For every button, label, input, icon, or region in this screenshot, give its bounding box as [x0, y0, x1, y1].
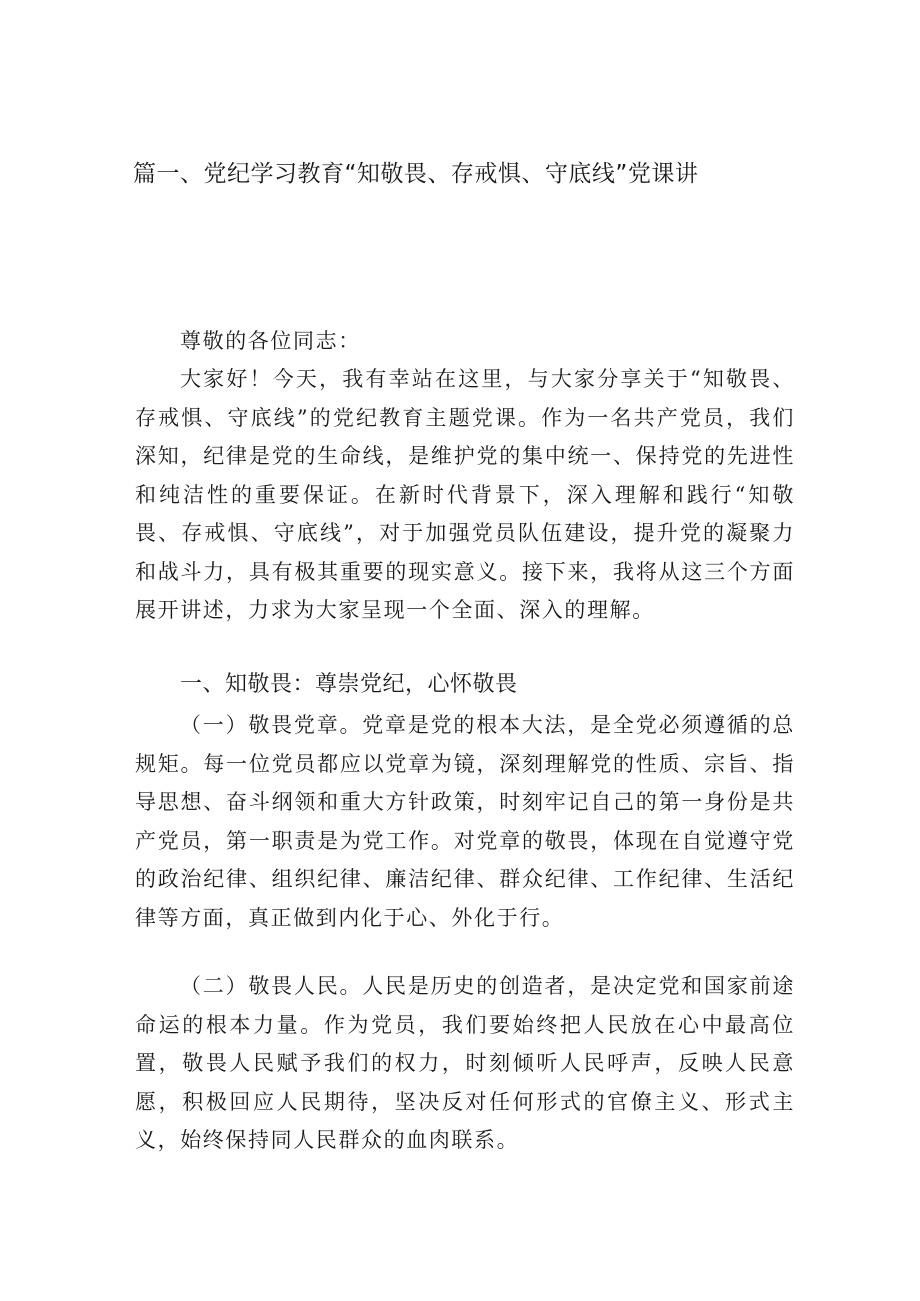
intro-paragraph: 大家好！今天，我有幸站在这里，与大家分享关于“知敬畏、存戒惧、守底线”的党纪教育主题党课。作为一名共产党员，我们深知，纪律是党的生命线，是维护党的集中统一、保持党的先进性和纯洁性的重要保证。在新时代背景下，深入理解和践行“知敬畏、存戒惧、守底线”，对于加强党员队伍建设，提升党的凝聚力和战斗力，具有极其重要的现实意义。接下来，我将从这三个方面展开讲述，力求为大家呈现一个全面、深入的理解。	[135, 367, 795, 622]
paragraph-revere-charter: （一）敬畏党章。党章是党的根本大法，是全党必须遵循的总规矩。每一位党员都应以党章为镜，深刻理解党的性质、宗旨、指导思想、奋斗纲领和重大方针政策，时刻牢记自己的第一身份是共产党员，第一职责是为党工作。对党章的敬畏，体现在自觉遵守党的政治纪律、组织纪律、廉洁纪律、群众纪律、工作纪律、生活纪律等方面，真正做到内化于心、外化于行。	[135, 713, 795, 930]
document-title: 篇一、党纪学习教育“知敬畏、存戒惧、守底线”党课讲	[133, 161, 699, 187]
paragraph-revere-people: （二）敬畏人民。人民是历史的创造者，是决定党和国家前途命运的根本力量。作为党员，我们要始终把人民放在心中最高位置，敬畏人民赋予我们的权力，时刻倾听人民呼声，反映人民意愿，积极回应人民期待，坚决反对任何形式的官僚主义、形式主义，始终保持同人民群众的血肉联系。	[135, 974, 795, 1152]
section-heading: 一、知敬畏：尊崇党纪，心怀敬畏	[180, 672, 518, 697]
salutation: 尊敬的各位同志：	[180, 329, 361, 353]
